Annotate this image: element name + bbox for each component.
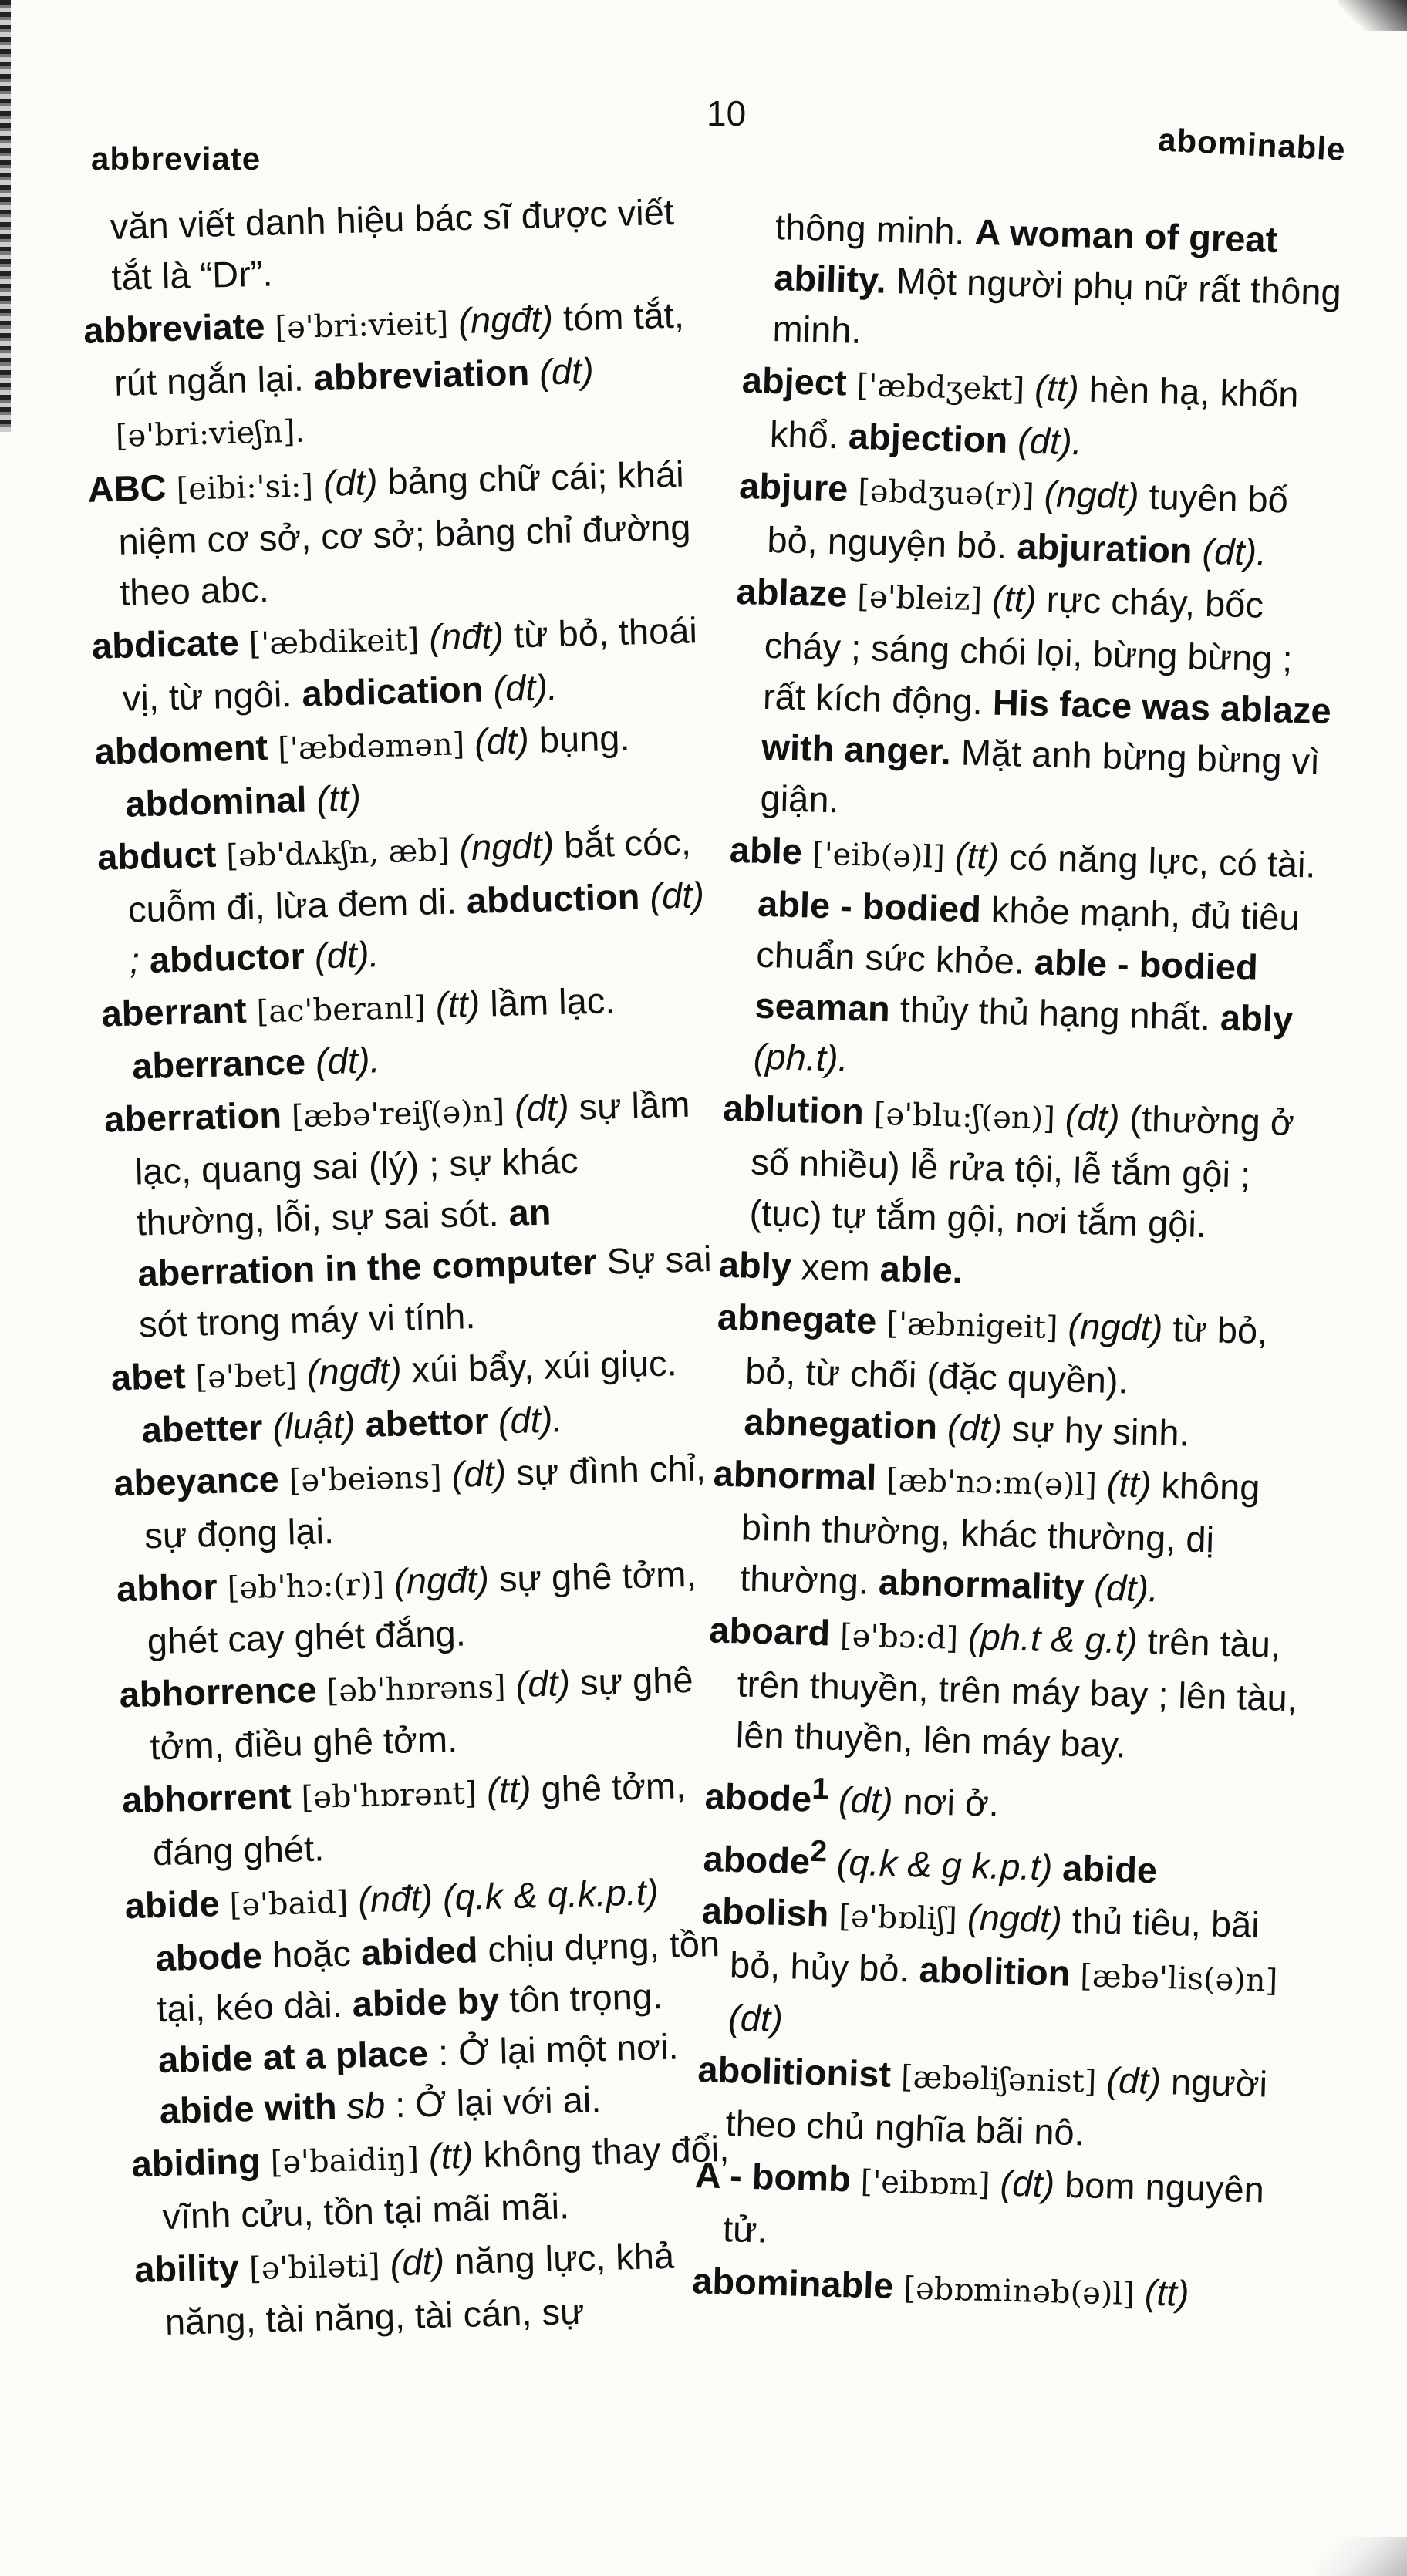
definition: lầm lạc. bbox=[489, 979, 616, 1024]
derived-headword: abdication bbox=[301, 668, 484, 714]
headword: abode bbox=[703, 1837, 811, 1882]
example-translation: khỏe mạnh, đủ tiêu chuẩn sức khỏe. bbox=[755, 888, 1301, 982]
phonetic: [ə'baidiŋ] bbox=[270, 2141, 420, 2181]
derived-headword: abdominal bbox=[124, 778, 308, 824]
derived-pos: (dt). bbox=[1017, 420, 1083, 463]
headword: abiding bbox=[130, 2139, 261, 2185]
headword: able bbox=[729, 828, 803, 872]
entry-abolish bbox=[698, 1886, 1311, 2059]
example-phrase-2: abide at a place bbox=[157, 2032, 429, 2081]
definition: bụng. bbox=[538, 716, 631, 760]
definition: năng lực, khả năng, tài năng, tài cán, sự bbox=[164, 2234, 675, 2343]
example-phrase: A woman of great ability. bbox=[773, 211, 1278, 301]
part-of-speech: (nđt) (q.k & q.k.p.t) bbox=[357, 1871, 660, 1920]
part-of-speech: (tt) bbox=[991, 577, 1038, 620]
definition: người theo chủ nghĩa bãi nô. bbox=[725, 2061, 1268, 2153]
phonetic: ['eibɒm] bbox=[860, 2164, 991, 2203]
example-translation-2: : Ở lại một nơi. bbox=[437, 2025, 680, 2073]
definition: bảng chữ cái; khái niệm cơ sở, cơ sở; bảng chỉ đường theo abc. bbox=[117, 453, 692, 613]
headword: abdicate bbox=[91, 621, 240, 666]
part-of-speech: (tt) bbox=[486, 1768, 532, 1811]
page-number: 10 bbox=[707, 93, 747, 133]
derived-pos: (dt). bbox=[315, 1039, 381, 1082]
phonetic: ['æbdʒekt] bbox=[856, 367, 1025, 408]
right-running-headword: abominable bbox=[1156, 121, 1347, 167]
entry-abbreviate bbox=[83, 289, 697, 463]
part-of-speech: (tt) bbox=[435, 983, 481, 1026]
page-corner-bottom bbox=[1314, 2537, 1407, 2576]
derived-pos: (ph.t). bbox=[753, 1035, 849, 1079]
definition: tuyên bố bỏ, nguyện bỏ. bbox=[766, 475, 1289, 566]
part-of-speech: (ngdt) bbox=[1044, 473, 1140, 517]
part-of-speech: (dt) bbox=[515, 1662, 571, 1704]
example-translation: Một người phụ nữ rất thông minh. bbox=[771, 260, 1342, 351]
derived-headword: abnegation bbox=[743, 1401, 938, 1448]
headword: ably bbox=[718, 1243, 792, 1286]
entry-aboard bbox=[706, 1604, 1319, 1775]
derived-pos: (dt). bbox=[492, 666, 558, 710]
phonetic: [əb'hɒrənt] bbox=[301, 1775, 477, 1816]
part-of-speech: (dt) bbox=[1105, 2059, 1162, 2102]
headword: A - bomb bbox=[694, 2154, 852, 2200]
derived-definition: sự hy sinh. bbox=[1011, 1408, 1190, 1454]
part-of-speech: (ph.t & g.t) bbox=[967, 1616, 1139, 1661]
phonetic: [æb'nɔ:m(ə)l] bbox=[886, 1462, 1098, 1504]
page-header bbox=[91, 85, 1345, 177]
definition: không bình thường, khác thường, dị thường. bbox=[739, 1464, 1261, 1602]
derived-headword: aberrance bbox=[131, 1040, 306, 1087]
entry-a-bomb bbox=[693, 2149, 1304, 2270]
phonetic: [ə'baid] bbox=[229, 1884, 349, 1924]
headword: abhor bbox=[116, 1565, 218, 1610]
derived-headword: abjuration bbox=[1016, 525, 1193, 572]
definition: rực cháy, bốc cháy ; sáng chói lọi, bừng bừng ; rất kích động. bbox=[762, 578, 1294, 723]
phonetic: [ə'bɔ:d] bbox=[839, 1617, 959, 1657]
definition: sự ghê tởm, điều ghê tởm. bbox=[149, 1658, 694, 1768]
entry-abiding bbox=[131, 2123, 743, 2243]
part-of-speech: (ngđt) bbox=[393, 1558, 490, 1602]
entry-abdoment bbox=[94, 710, 706, 831]
definition: sự đình chỉ, sự đọng lại. bbox=[143, 1447, 707, 1556]
entry-abhor bbox=[116, 1548, 727, 1668]
homograph-number: 1 bbox=[811, 1772, 829, 1806]
part-of-speech: (tt) bbox=[1144, 2271, 1190, 2315]
derived-phonetic: [æbə'lis(ə)n] bbox=[1079, 1958, 1278, 2000]
entry-abolitionist bbox=[696, 2044, 1307, 2164]
headword: abolish bbox=[701, 1890, 830, 1934]
phonetic: [əbɒminəb(ə)l] bbox=[903, 2271, 1135, 2313]
headword: abolitionist bbox=[697, 2048, 892, 2096]
phonetic: [ə'bet] bbox=[195, 1357, 298, 1396]
example-phrase: His face was ablaze with anger. bbox=[761, 681, 1332, 773]
headword: abet bbox=[110, 1354, 187, 1398]
entry-able bbox=[724, 824, 1339, 1097]
phonetic: [əb'hɒrəns] bbox=[326, 1669, 507, 1710]
definition: nơi ở. bbox=[902, 1780, 1000, 1824]
entry-abjure bbox=[737, 460, 1349, 581]
headword: ablution bbox=[722, 1087, 865, 1132]
definition: sự ghê tởm, ghét cay ghét đắng. bbox=[147, 1553, 697, 1662]
definition: ghê tởm, đáng ghét. bbox=[152, 1765, 687, 1873]
derived-headword: abetter bbox=[141, 1406, 264, 1451]
past-form-2: abided bbox=[360, 1929, 479, 1974]
derived-pos: (dt). bbox=[1201, 530, 1267, 573]
definition: chịu dựng, tồn tại, kéo dài. bbox=[156, 1923, 720, 2030]
example-translation: tôn trọng. bbox=[508, 1975, 663, 2021]
example-translation-3: : Ở lại với ai. bbox=[394, 2079, 602, 2126]
derived-headword: abduction bbox=[466, 875, 641, 922]
phonetic: [eibi:'si:] bbox=[176, 468, 314, 507]
derived-pos: (dt) bbox=[538, 349, 595, 393]
headword: ablaze bbox=[736, 570, 849, 615]
part-of-speech: (ngdt) bbox=[967, 1897, 1063, 1940]
derived-headword-2: abettor bbox=[364, 1400, 489, 1445]
entry-ablution bbox=[720, 1083, 1333, 1254]
part-of-speech: (nđt) bbox=[428, 614, 504, 658]
phonetic: [ə'beiəns] bbox=[288, 1459, 443, 1499]
headword: abide bbox=[124, 1883, 221, 1927]
part-of-speech: (ngđt) bbox=[457, 298, 554, 342]
part-of-speech: (tt) bbox=[954, 835, 1000, 877]
connector-word: hoặc bbox=[272, 1932, 352, 1976]
headword: ability bbox=[133, 2246, 240, 2291]
definition: trên tàu, trên thuyền, trên máy bay ; lên tàu, lên thuyền, lên máy bay. bbox=[735, 1620, 1298, 1765]
derived-headword: abjection bbox=[848, 415, 1008, 460]
part-of-speech: (dt) bbox=[1065, 1096, 1121, 1139]
continuation-text: văn viết danh hiệu bác sĩ được viết tắt là “Dr”. bbox=[110, 191, 675, 298]
definition: bắt cóc, cuỗm đi, lừa đem di. bbox=[127, 821, 692, 930]
definition: tóm tắt, rút ngắn lại. bbox=[113, 294, 685, 403]
part-of-speech: (dt) bbox=[474, 720, 530, 762]
phonetic: [ə'biləti] bbox=[248, 2247, 381, 2288]
derived-pos: (tt) bbox=[315, 777, 362, 820]
definition: từ bỏ, bỏ, từ chối (đặc quyền). bbox=[744, 1307, 1268, 1401]
entry-abnegate bbox=[714, 1292, 1328, 1463]
entry-abduct bbox=[96, 816, 710, 987]
phonetic: [əb'hɔ:(r)] bbox=[227, 1566, 385, 1607]
cross-ref-target: abide bbox=[1061, 1846, 1158, 1890]
derived-headword-2: abductor bbox=[149, 935, 305, 980]
definition: bom nguyên tử. bbox=[722, 2163, 1265, 2251]
left-column bbox=[80, 186, 746, 2350]
example-translation-2: thủy thủ hạng nhất. bbox=[899, 988, 1211, 1038]
derived-headword: abolition bbox=[918, 1948, 1071, 1994]
example-phrase: able - bodied bbox=[757, 882, 982, 930]
phonetic: [əb'dʌkʃn, æb] bbox=[225, 832, 450, 875]
definition: xúi bẩy, xúi giục. bbox=[410, 1342, 678, 1391]
headword: abode bbox=[704, 1775, 812, 1819]
definition: không thay đổi, vĩnh cửu, tồn tại mãi mãi. bbox=[161, 2127, 730, 2237]
derived-pos: (dt) ; bbox=[129, 874, 705, 981]
definition: từ bỏ, thoái vị, từ ngôi. bbox=[122, 609, 698, 719]
derived-phonetic: [ə'bri:vieʃn]. bbox=[115, 413, 305, 454]
derived-pos: (dt) bbox=[727, 1997, 784, 2040]
headword: abnegate bbox=[717, 1296, 878, 1341]
entry-abhorrence bbox=[119, 1654, 730, 1774]
headword: abeyance bbox=[113, 1458, 280, 1504]
entry-aberrant bbox=[101, 973, 713, 1093]
headword: ABC bbox=[87, 467, 167, 510]
continuation-text: thông minh. A woman of great ability. Một người phụ nữ rất thông minh. bbox=[771, 205, 1342, 351]
derived-pos: (luật) bbox=[272, 1404, 356, 1448]
headword: abnormal bbox=[713, 1452, 877, 1498]
entry-abhorrent bbox=[121, 1759, 733, 1880]
entry-abet bbox=[110, 1337, 722, 1457]
entry-abide bbox=[124, 1865, 740, 2138]
part-of-speech: (q.k & g k.p.t) bbox=[836, 1841, 1054, 1888]
cross-ref-target: able. bbox=[879, 1248, 963, 1291]
example-phrase-2: able - bodied seaman bbox=[754, 941, 1259, 1030]
phonetic: ['æbdəmən] bbox=[277, 727, 465, 767]
headword: abhorrence bbox=[118, 1668, 318, 1715]
definition: hèn hạ, khốn khổ. bbox=[769, 368, 1300, 457]
example-phrase: abide by bbox=[352, 1979, 501, 2025]
part-of-speech: (dt) bbox=[514, 1086, 570, 1129]
example-object: sb bbox=[346, 2084, 386, 2126]
part-of-speech: (ngdt) bbox=[458, 824, 555, 868]
part-of-speech: (dt) bbox=[838, 1779, 894, 1822]
definition: thủ tiêu, bãi bỏ, hủy bỏ. bbox=[729, 1900, 1260, 1990]
example-translation: Mặt anh bừng bừng vì giận. bbox=[760, 731, 1321, 821]
headword: abdoment bbox=[93, 726, 268, 772]
phonetic: ['eib(ə)l] bbox=[811, 836, 946, 876]
part-of-speech: (dt) bbox=[450, 1452, 507, 1495]
entry-abject bbox=[740, 355, 1351, 475]
derived-pos-2: (dt). bbox=[314, 933, 380, 976]
headword: abjure bbox=[738, 464, 849, 509]
derived-pos-2: (dt). bbox=[498, 1398, 564, 1441]
phonetic: [ə'blu:ʃ(ən)] bbox=[873, 1096, 1056, 1137]
part-of-speech: (dt) bbox=[999, 2162, 1055, 2205]
phonetic: ['æbdikeit] bbox=[248, 622, 420, 663]
part-of-speech: (dt) bbox=[322, 461, 379, 504]
part-of-speech: (dt) bbox=[389, 2241, 445, 2284]
derived-headword: ably bbox=[1220, 996, 1294, 1040]
book-binding-edge bbox=[0, 0, 11, 432]
phonetic: [ac'beranl] bbox=[256, 990, 427, 1030]
headword: abominable bbox=[691, 2260, 895, 2307]
phonetic: [ə'bri:vieit] bbox=[274, 305, 449, 346]
part-of-speech: (ngdt) bbox=[1067, 1305, 1163, 1349]
derived-pos: (dt). bbox=[1093, 1566, 1159, 1610]
homograph-number: 2 bbox=[809, 1834, 828, 1869]
definition: sự lầm lạc, quang sai (lý) ; sự khác thường, lỗi, sự sai sót. bbox=[134, 1083, 691, 1243]
right-column bbox=[691, 201, 1355, 2326]
page-corner-shadow bbox=[1338, 0, 1407, 31]
phonetic: [æbə'reiʃ(ə)n] bbox=[291, 1094, 505, 1135]
headword: abduct bbox=[96, 833, 217, 878]
entry-abdicate bbox=[91, 605, 703, 725]
entry-abc bbox=[87, 448, 700, 619]
phonetic: ['æbnigeit] bbox=[886, 1306, 1058, 1347]
left-running-headword: abbreviate bbox=[91, 140, 261, 177]
example-translation: Sự sai sót trong máy vi tính. bbox=[138, 1238, 713, 1345]
entry-ablaze bbox=[730, 566, 1346, 839]
derived-headword: abbreviation bbox=[313, 351, 530, 399]
entry-aberration bbox=[103, 1078, 719, 1351]
cross-ref-word: xem bbox=[801, 1246, 871, 1289]
part-of-speech: (tt) bbox=[1106, 1462, 1152, 1505]
headword: aberration bbox=[103, 1094, 282, 1140]
past-form: abode bbox=[154, 1934, 263, 1979]
phonetic: [æbəliʃənist] bbox=[900, 2059, 1097, 2101]
definition: có năng lực, có tài. bbox=[1008, 836, 1317, 885]
phonetic: [əbdʒuə(r)] bbox=[857, 473, 1035, 514]
headword: aberrant bbox=[100, 989, 248, 1034]
headword: aboard bbox=[708, 1609, 831, 1654]
entry-ability bbox=[133, 2228, 745, 2348]
part-of-speech: (ngđt) bbox=[306, 1349, 403, 1393]
entry-abeyance bbox=[113, 1442, 725, 1563]
entry-abnormal bbox=[710, 1448, 1323, 1619]
headword: abbreviate bbox=[83, 305, 266, 351]
headword: abhorrent bbox=[121, 1775, 292, 1821]
phonetic: [ə'bɒliʃ] bbox=[838, 1899, 958, 1938]
derived-pos: (dt) bbox=[946, 1406, 1003, 1449]
part-of-speech: (tt) bbox=[428, 2134, 474, 2177]
definition: (thường ở số nhiều) lễ rửa tội, lễ tắm gội ; (tục) tự tắm gội, nơi tắm gội. bbox=[748, 1097, 1295, 1246]
part-of-speech: (tt) bbox=[1034, 366, 1080, 410]
example-phrase: an aberration in the computer bbox=[137, 1191, 598, 1294]
headword: abject bbox=[741, 359, 848, 403]
example-phrase-3: abide with bbox=[159, 2085, 338, 2132]
derived-headword: abnormality bbox=[878, 1561, 1085, 1608]
phonetic: [ə'bleiz] bbox=[856, 578, 983, 619]
